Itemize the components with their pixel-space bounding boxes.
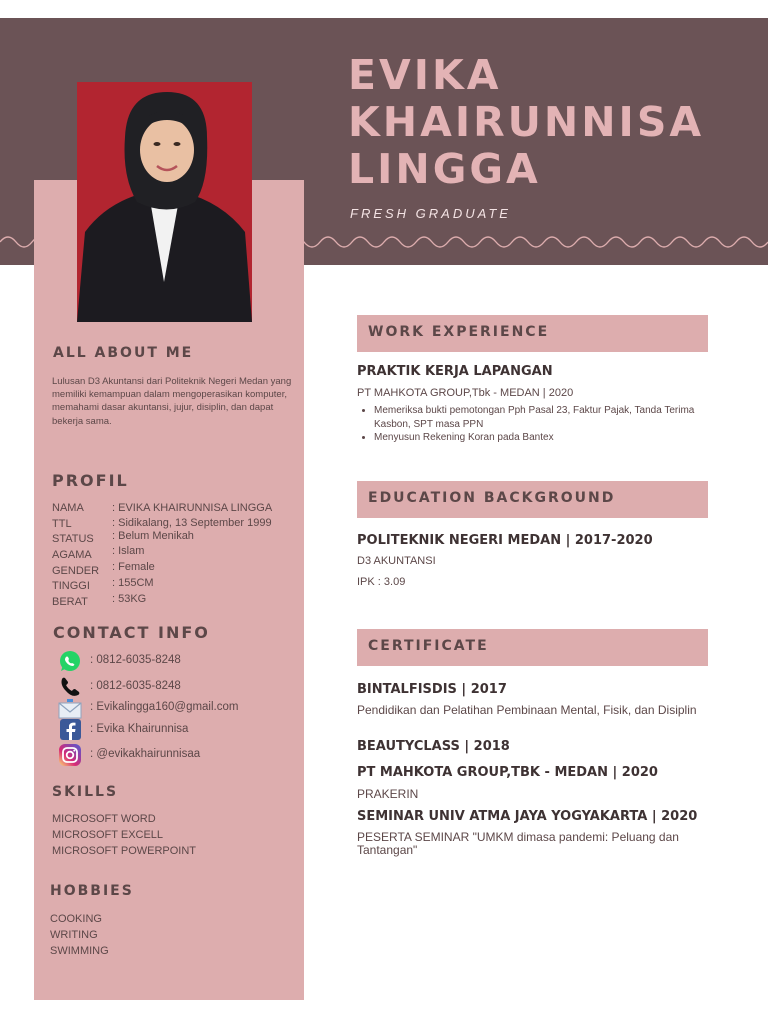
profil-value: : Belum Menikah [112, 530, 194, 542]
profil-label: TTL [52, 518, 72, 530]
work-title: WORK EXPERIENCE [368, 324, 550, 340]
skill-item: MICROSOFT WORD [52, 813, 156, 825]
education-title: EDUCATION BACKGROUND [368, 490, 616, 506]
certificate-name: SEMINAR UNIV ATMA JAYA YOGYAKARTA | 2020 [357, 809, 698, 824]
profil-label: AGAMA [52, 549, 92, 561]
certificate-desc: PRAKERIN [357, 787, 419, 801]
work-company: PT MAHKOTA GROUP,Tbk - MEDAN | 2020 [357, 387, 574, 399]
facebook-icon [58, 719, 82, 741]
contact-text: : Evika Khairunnisa [90, 723, 189, 735]
name-line-1: EVIKA [348, 51, 502, 99]
instagram-icon [58, 744, 82, 766]
about-title: ALL ABOUT ME [53, 345, 194, 361]
phone-icon [58, 676, 82, 698]
certificate-desc: Pendidikan dan Pelatihan Pembinaan Mental, Fisik, dan Disiplin [357, 703, 697, 717]
skill-item: MICROSOFT POWERPOINT [52, 845, 197, 857]
profile-photo [77, 82, 252, 322]
certificate-name: BINTALFISDIS | 2017 [357, 682, 507, 697]
work-duty-item: • Memeriksa bukti pemotongan Pph Pasal 23, Faktur Pajak, Tanda Terima Kasbon, SPT masa PPN [374, 404, 724, 431]
contact-whatsapp[interactable] [58, 650, 298, 672]
contact-text: : 0812-6035-8248 [90, 654, 181, 666]
hobby-item: SWIMMING [50, 945, 109, 957]
skills-title: SKILLS [52, 784, 119, 800]
contact-text: : Evikalingga160@gmail.com [90, 701, 239, 713]
education-ipk: IPK : 3.09 [357, 576, 406, 588]
hobbies-title: HOBBIES [50, 883, 134, 899]
profil-label: STATUS [52, 533, 94, 545]
name-line-3: LINGGA [348, 145, 541, 193]
about-text: Lulusan D3 Akuntansi dari Politeknik Negeri Medan yang memiliki kemampuan dalam mengoperasikan komputer, memahami dasar akuntansi, jujur, disiplin, dan dapat bekerja sama. [52, 376, 292, 427]
profil-value: : Sidikalang, 13 September 1999 [112, 517, 272, 529]
whatsapp-icon [58, 650, 82, 672]
contact-phone[interactable] [58, 676, 298, 698]
certificate-title: CERTIFICATE [368, 638, 489, 654]
profil-value: : 155CM [112, 577, 154, 589]
certificate-name: PT MAHKOTA GROUP,TBK - MEDAN | 2020 [357, 765, 658, 780]
education-school: POLITEKNIK NEGERI MEDAN | 2017-2020 [357, 533, 653, 548]
profil-title: PROFIL [52, 471, 129, 490]
profil-label: GENDER [52, 565, 100, 577]
contact-facebook[interactable] [58, 719, 298, 741]
profil-value: : Female [112, 561, 155, 573]
certificate-bar [357, 629, 708, 666]
certificate-desc: PESERTA SEMINAR "UMKM dimasa pandemi: Peluang dan Tantangan" [357, 830, 679, 857]
contact-instagram[interactable] [58, 744, 298, 766]
contact-text: : @evikakhairunnisaa [90, 748, 201, 760]
profil-label: TINGGI [52, 580, 90, 592]
profil-value: : Islam [112, 545, 145, 557]
education-degree: D3 AKUNTANSI [357, 555, 436, 567]
skill-item: MICROSOFT EXCELL [52, 829, 164, 841]
hobby-item: WRITING [50, 929, 98, 941]
work-position: PRAKTIK KERJA LAPANGAN [357, 364, 553, 379]
profil-value: : 53KG [112, 593, 147, 605]
full-name [348, 52, 758, 193]
job-tagline: FRESH GRADUATE [350, 206, 511, 221]
work-duty-item: • Menyusun Rekening Koran pada Bantex [374, 431, 724, 445]
contact-email[interactable] [58, 697, 298, 719]
certificate-name: BEAUTYCLASS | 2018 [357, 739, 510, 754]
hobbies-list [50, 911, 109, 959]
contact-title: CONTACT INFO [53, 623, 210, 642]
work-duties [357, 404, 724, 445]
profil-label: NAMA [52, 502, 84, 514]
contact-text: : 0812-6035-8248 [90, 680, 181, 692]
name-line-2: KHAIRUNNISA [348, 98, 705, 146]
education-bar [357, 481, 708, 518]
skills-list [52, 811, 196, 859]
hobby-item: COOKING [50, 913, 102, 925]
work-experience-bar [357, 315, 708, 352]
email-icon [58, 697, 82, 719]
profil-label: BERAT [52, 596, 88, 608]
profil-value: : EVIKA KHAIRUNNISA LINGGA [112, 502, 273, 514]
